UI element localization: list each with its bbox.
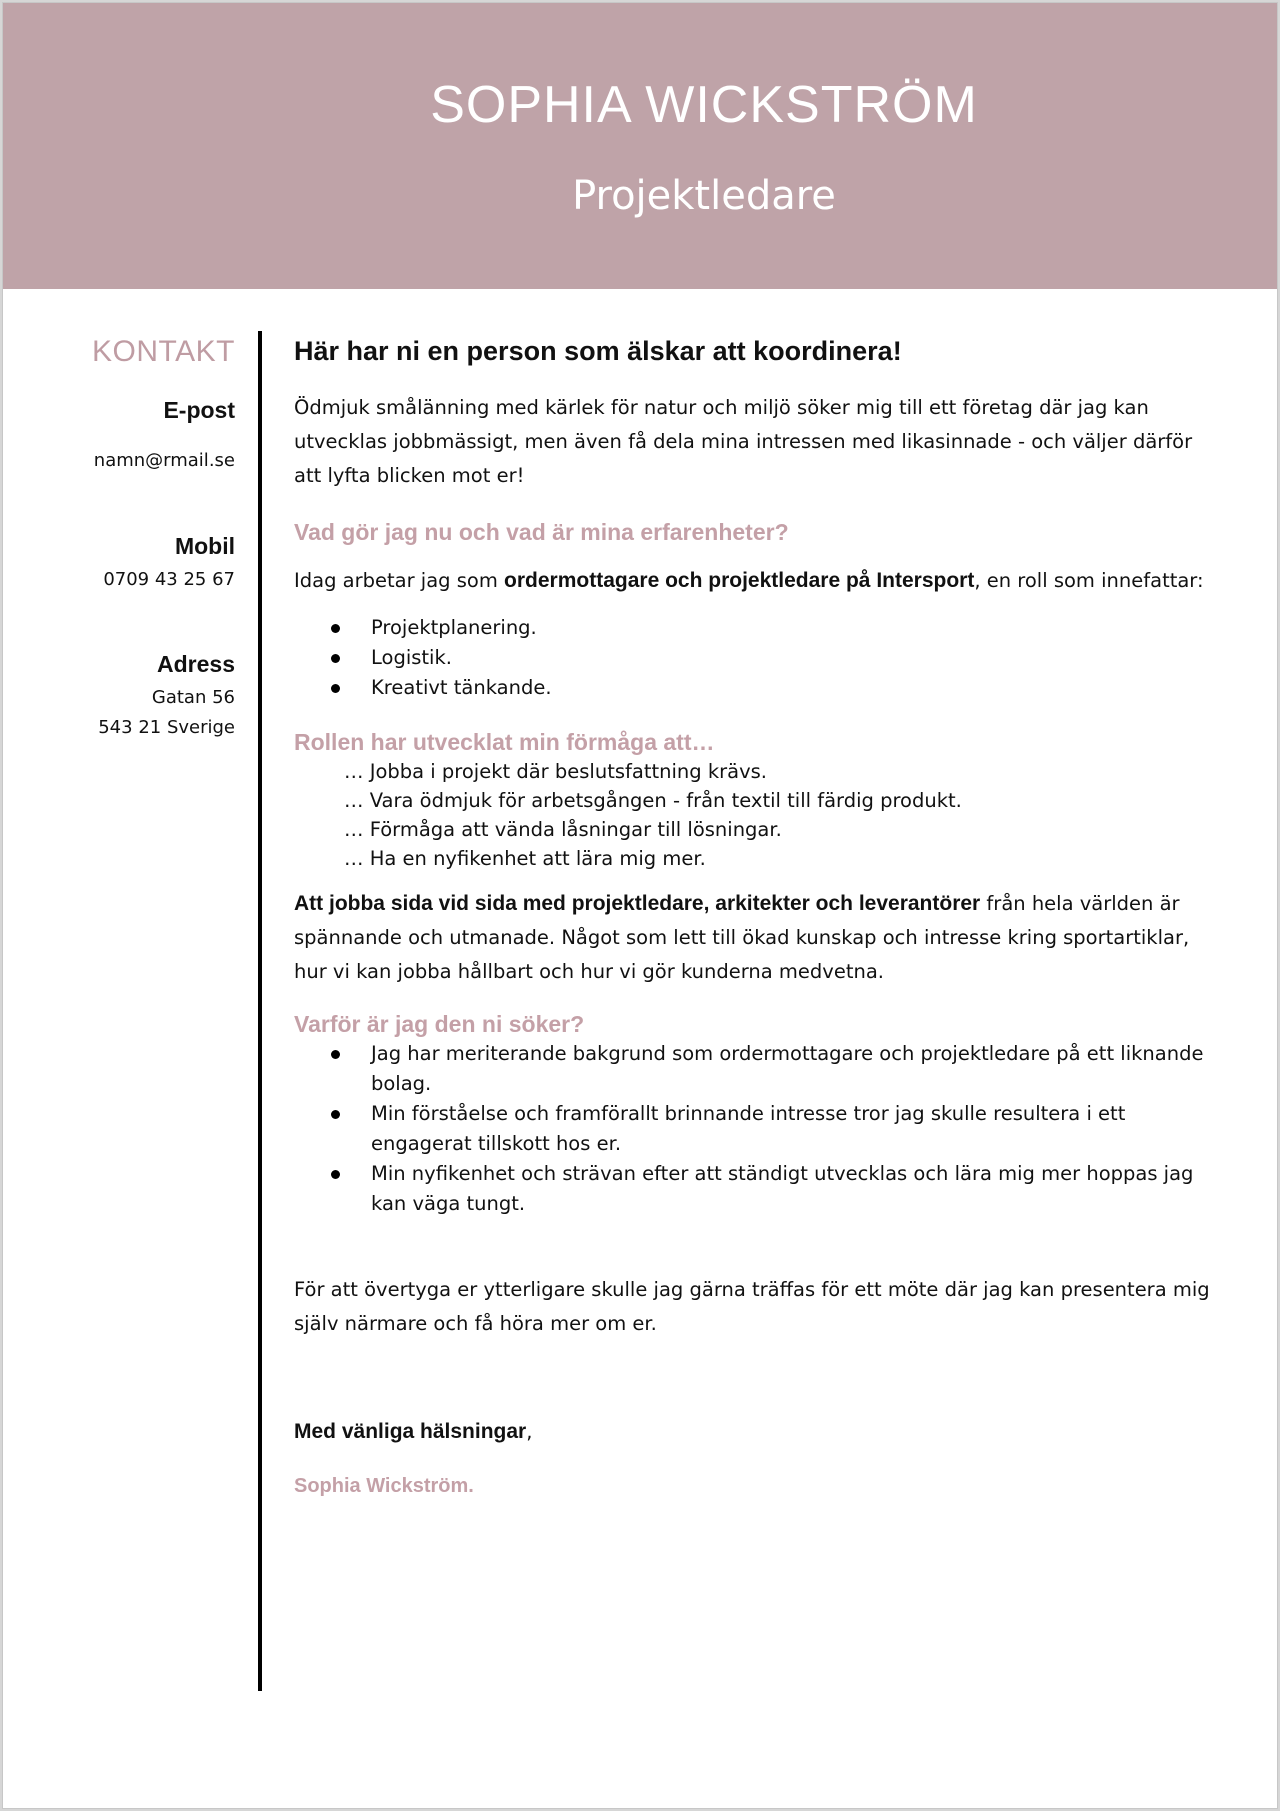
regards-comma: , [526,1420,533,1443]
list-item: … Jobba i projekt där beslutsfattning krävs. [344,760,767,783]
collaboration-bold: Att jobba sida vid sida med projektledare, arkitekter och leverantörer [294,892,981,915]
list-item: Min förståelse och framförallt brinnande intresse tror jag skulle resultera i ett engagerat tillskott hos er. [371,1099,1214,1159]
list-item: Projektplanering. [371,613,1214,643]
list-item: … Vara ödmjuk för arbetsgången - från textil till färdig produkt. [344,789,962,812]
section-heading-skills: Rollen har utvecklat min förmåga att… [294,729,715,755]
candidate-name: SOPHIA WICKSTRÖM [430,76,978,134]
collaboration-rest: från hela världen är spännande och utmanade. Något som lett till ökad kunskap och intresse kring sportartiklar, hur vi kan jobba hållbart och hur vi gör kunderna medvetna. [294,892,1190,983]
section-heading-why: Varför är jag den ni söker? [294,1011,585,1037]
list-item: Min nyfikenhet och strävan efter att ständigt utvecklas och lära mig mer hoppas jag kan väga tungt. [371,1159,1214,1219]
skills-list [294,757,1214,873]
vertical-divider [258,331,262,1691]
address-line2: 543 21 Sverige [98,717,235,738]
intro-paragraph: Ödmjuk smålänning med kärlek för natur och miljö söker mig till ett företag där jag kan utvecklas jobbmässigt, men även få dela mina intressen med likasinnade - och väljer därför att lyfta blicken mot er! [294,396,1193,487]
candidate-title: Projektledare [572,173,836,219]
list-item: Logistik. [371,643,1214,673]
list-item: Jag har meriterande bakgrund som ordermottagare och projektledare på ett liknande bolag. [371,1039,1214,1099]
resume-page [2,2,1278,1809]
list-item: … Förmåga att vända låsningar till lösningar. [344,818,782,841]
signature: Sophia Wickström. [294,1475,474,1497]
experience-paragraph [294,567,1214,595]
collaboration-paragraph [294,887,1214,989]
experience-text-bold: ordermottagare och projektledare på Intersport [504,569,975,592]
email-label: E-post [163,397,235,423]
experience-text-pre: Idag arbetar jag som [294,569,505,592]
closing-paragraph: För att övertyga er ytterligare skulle jag gärna träffas för ett möte där jag kan presentera mig själv närmare och få höra mer om er. [294,1278,1210,1335]
regards-line [294,1415,1214,1449]
experience-bullets [294,613,1214,703]
phone-label: Mobil [174,533,235,559]
regards-bold: Med vänliga hälsningar [294,1420,527,1443]
phone-value: 0709 43 25 67 [103,569,235,590]
list-item: Kreativt tänkande. [371,673,1214,703]
list-item: … Ha en nyfikenhet att lära mig mer. [344,847,706,870]
why-bullets [294,1039,1214,1219]
address-label: Adress [157,651,235,677]
address-line1: Gatan 56 [151,687,235,708]
email-value: namn@rmail.se [93,450,235,471]
experience-text-post: , en roll som innefattar: [974,569,1204,592]
contact-heading: KONTAKT [92,335,235,368]
section-heading-experience: Vad gör jag nu och vad är mina erfarenheter? [294,519,789,545]
letter-headline: Här har ni en person som älskar att koordinera! [294,336,902,366]
header-banner [3,3,1277,289]
cover-letter-body [294,333,1214,1503]
